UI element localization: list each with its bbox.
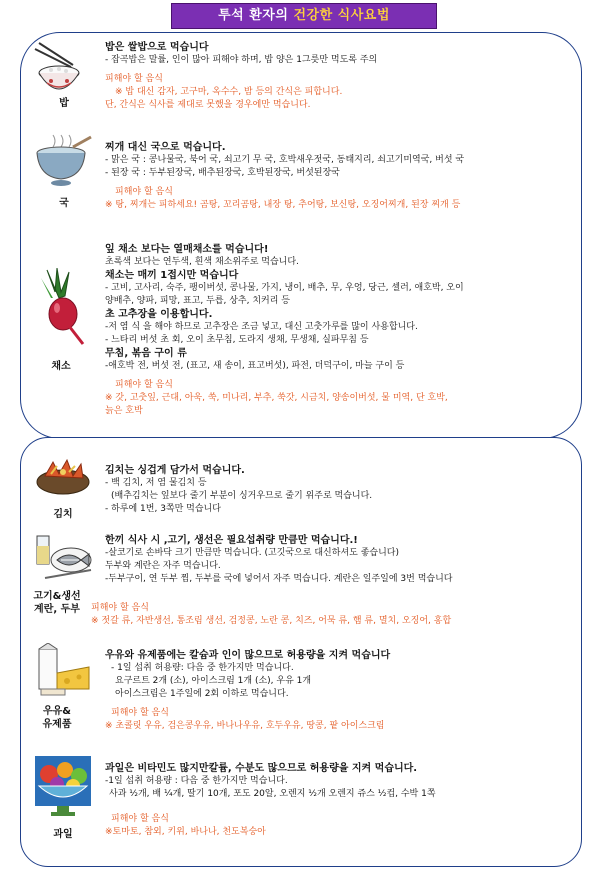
milk-heading: 우유와 유제품에는 칼슘과 인이 많으므로 허용량을 지켜 먹습니다 bbox=[105, 650, 391, 661]
kimchi-line: (배추김치는 잎보다 줄기 부분이 싱거우므로 줄기 위주로 먹습니다. bbox=[111, 491, 373, 501]
veg-line: - 느타리 버섯 초 회, 오이 초무침, 도라지 생채, 무생채, 실파무침 등 bbox=[105, 335, 369, 345]
kimchi-line: - 하루에 1번, 3쪽만 먹습니다 bbox=[105, 504, 221, 514]
milk-cheese-icon bbox=[33, 643, 93, 699]
meat-line: -두부구이, 연 두부 찜, 두부를 국에 넣어서 자주 먹습니다. 계란은 일주일에 3번 먹습니다 bbox=[105, 574, 453, 584]
fruit-avoid-title: 피해야 할 음식 bbox=[111, 814, 169, 824]
rice-label: 밥 bbox=[59, 98, 69, 109]
milk-line: 아이스크림은 1주일에 2회 이하로 먹습니다. bbox=[115, 689, 289, 699]
meat-avoid-line: ※ 젓갈 류, 자반생선, 통조림 생선, 검정콩, 노란 콩, 치즈, 어묵 류, 햄 류, 멸치, 오징어, 홍합 bbox=[91, 616, 452, 626]
radish-icon bbox=[33, 268, 93, 348]
page-title: 투석 환자의 건강한 식사요법 bbox=[171, 3, 437, 29]
kimchi-label: 김치 bbox=[53, 509, 73, 520]
milk-avoid-line: ※ 초콜릿 우유, 검은콩우유, 바나나우유, 호두우유, 땅콩, 팥 아이스크림 bbox=[105, 721, 385, 731]
milk-label: 우유& 유제품 bbox=[42, 706, 72, 730]
veg-line: - 고비, 고사리, 숙주, 팽이버섯, 콩나물, 가지, 냉이, 배추, 무, 우엉, 당근, 셀러, 애호박, 오이 bbox=[105, 283, 464, 293]
veg-heading: 무침, 볶음 구이 류 bbox=[105, 348, 187, 359]
bottom-panel bbox=[20, 437, 582, 867]
kimchi-icon bbox=[33, 454, 93, 500]
rice-bowl-icon bbox=[33, 39, 93, 101]
rice-line: - 잡곡밥은 말률, 인이 많아 피해야 하며, 밥 양은 1그릇만 먹도록 주의 bbox=[105, 55, 378, 65]
veg-line: 초록색 보다는 연두색, 흰색 채소위주로 먹습니다. bbox=[105, 257, 299, 267]
milk-line: 요구르트 2개 (소), 아이스크림 1개 (소), 우유 1개 bbox=[115, 676, 312, 686]
soup-avoid-line: ※ 탕, 찌개는 피하세요! 곰탕, 꼬리곰탕, 내장 탕, 추어탕, 보신탕, 오징어찌개, 된장 찌개 등 bbox=[105, 200, 461, 210]
fruit-bowl-icon bbox=[33, 756, 93, 820]
meat-avoid-title: 피해야 할 음식 bbox=[91, 603, 149, 613]
fruit-avoid-line: ※토마토, 참외, 키위, 바나나, 천도복숭아 bbox=[105, 827, 266, 837]
veg-line: -저 염 식 을 해야 하므로 고추장은 조금 넣고, 대신 고춧가루를 많이 사용합니다. bbox=[105, 322, 418, 332]
veg-heading: 초 고추장을 이용합니다. bbox=[105, 309, 213, 320]
fruit-label: 과일 bbox=[53, 829, 73, 840]
veg-avoid-line: ※ 갓, 고춧잎, 근대, 아욱, 쑥, 미나리, 부추, 쑥갓, 시금치, 양송이버섯, 물 미역, 단 호박, bbox=[105, 393, 448, 403]
soup-line: - 된장 국 : 두부된장국, 배추된장국, 호박된장국, 버섯된장국 bbox=[105, 168, 340, 178]
veg-line: -애호박 전, 버섯 전, (표고, 새 송이, 표고버섯), 파전, 더덕구이, 마늘 구이 등 bbox=[105, 361, 405, 371]
soup-heading: 찌개 대신 국으로 먹습니다. bbox=[105, 142, 226, 153]
veg-avoid-line: 늙은 호박 bbox=[105, 406, 143, 416]
meat-label: 고기&생선 계란, 두부 bbox=[33, 591, 81, 615]
rice-avoid-title: 피해야 할 음식 bbox=[105, 74, 163, 84]
fruit-line: -1일 섭취 허용량 : 다음 중 한가지만 먹습니다. bbox=[105, 776, 288, 786]
meat-line: -살코기로 손바닥 크기 만큼만 먹습니다. (고깃국으로 대신하셔도 좋습니다) bbox=[105, 548, 399, 558]
vegetable-label: 채소 bbox=[51, 361, 71, 372]
veg-heading: 채소는 매끼 1접시만 먹습니다 bbox=[105, 270, 239, 281]
veg-line: 양배추, 양파, 피망, 표고, 두릅, 상추, 치커리 등 bbox=[105, 296, 290, 306]
top-panel bbox=[20, 32, 582, 439]
soup-label: 국 bbox=[59, 198, 69, 209]
rice-avoid-line: ※ 밥 대신 감자, 고구마, 옥수수, 밤 등의 간식은 피합니다. bbox=[115, 87, 343, 97]
fruit-line: 사과 ½개, 배 ¼개, 딸기 10개, 포도 20알, 오렌지 ½개 오렌지 쥬스 ½컵, 수박 1쪽 bbox=[109, 789, 436, 799]
veg-heading: 잎 채소 보다는 열매채소를 먹습니다! bbox=[105, 244, 269, 255]
fish-plate-icon bbox=[33, 530, 93, 582]
meat-heading: 한끼 식사 시 ,고기, 생선은 필요섭취량 만큼만 먹습니다.! bbox=[105, 535, 358, 546]
meat-line: 두부와 계란은 자주 먹습니다. bbox=[105, 561, 221, 571]
soup-line: - 맑은 국 : 콩나물국, 북어 국, 쇠고기 무 국, 호박새우젓국, 동태지리, 쇠고기미역국, 버섯 국 bbox=[105, 155, 465, 165]
soup-bowl-icon bbox=[33, 133, 93, 193]
rice-heading: 밥은 쌀밥으로 먹습니다 bbox=[105, 42, 209, 53]
veg-avoid-title: 피해야 할 음식 bbox=[115, 380, 173, 390]
rice-avoid-line: 단, 간식은 식사를 제대로 못했을 경우에만 먹습니다. bbox=[105, 100, 311, 110]
milk-avoid-title: 피해야 할 음식 bbox=[111, 708, 169, 718]
kimchi-heading: 김치는 싱겁게 담가서 먹습니다. bbox=[105, 465, 245, 476]
fruit-heading: 과일은 비타민도 많지만칼륨, 수분도 많으므로 허용량을 지켜 먹습니다. bbox=[105, 763, 418, 774]
kimchi-line: - 백 김치, 저 염 물김치 등 bbox=[105, 478, 207, 488]
milk-line: - 1일 섭취 허용량: 다음 중 한가지만 먹습니다. bbox=[111, 663, 294, 673]
soup-avoid-title: 피해야 할 음식 bbox=[115, 187, 173, 197]
